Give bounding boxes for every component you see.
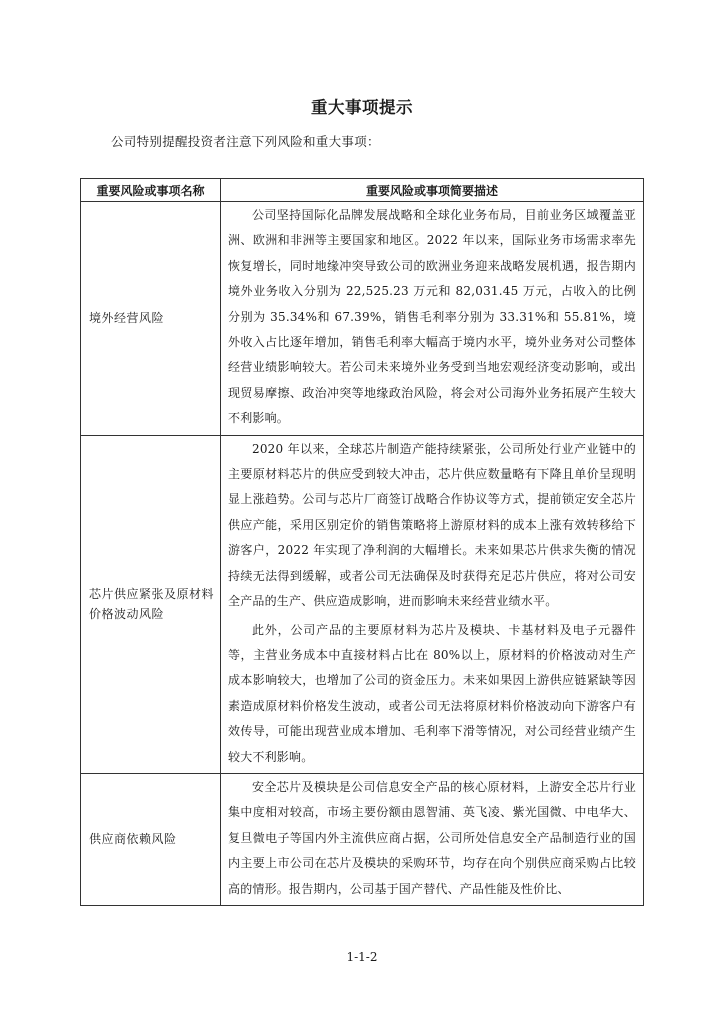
risk-table: [80, 178, 644, 906]
intro-text: 公司特别提醒投资者注意下列风险和重大事项：: [111, 134, 380, 149]
table-row: [81, 773, 644, 905]
risk-name-supplier-dependency: 供应商依赖风险: [81, 773, 221, 905]
risk-description-overseas: [221, 202, 644, 436]
header-risk-description: 重要风险或事项简要描述: [221, 179, 644, 202]
description-paragraph: 公司坚持国际化品牌发展战略和全球化业务布局，目前业务区域覆盖亚洲、欧洲和非洲等主要国家和地区。2022 年以来，国际业务市场需求率先恢复增长，同时地缘冲突导致公司的欧洲业务迎来战略发展机遇，报告期内境外业务收入分别为 22,525.23 万元和 82,031.45 万元，占收入的比例分别为 35.34%和 67.39%，销售毛利率分别为 33.31%和 55.81%，境外收入占比逐年增加，销售毛利率大幅高于境内水平，境外业务对公司整体经营业绩影响较大。若公司未来境外业务受到当地宏观经济变动影响，或出现贸易摩擦、政治冲突等地缘政治风险，将会对公司海外业务拓展产生较大不利影响。: [228, 208, 636, 426]
page-title: 重大事项提示: [311, 98, 413, 117]
table-row: [81, 202, 644, 436]
risk-description-supplier-dependency: [221, 773, 644, 905]
table-row: [81, 435, 644, 773]
header-risk-name: 重要风险或事项名称: [81, 179, 221, 202]
description-paragraph: 此外，公司产品的主要原材料为芯片及模块、卡基材料及电子元器件等，主营业务成本中直接材料占比在 80%以上，原材料的价格波动对生产成本影响较大，也增加了公司的资金压力。未来如果因上游供应链紧缺等因素造成原材料价格发生波动，或者公司无法将原材料价格波动向下游客户有效传导，可能出现营业成本增加、毛利率下滑等情况，对公司经营业绩产生较大不利影响。: [228, 622, 636, 764]
risk-description-chip-supply: [221, 435, 644, 773]
risk-name-chip-supply: 芯片供应紧张及原材料价格波动风险: [81, 435, 221, 773]
table-header-row: [81, 179, 644, 202]
page-number: 1-1-2: [346, 950, 378, 964]
description-paragraph: 2020 年以来，全球芯片制造产能持续紧张，公司所处行业产业链中的主要原材料芯片的供应受到较大冲击，芯片供应数量略有下降且单价呈现明显上涨趋势。公司与芯片厂商签订战略合作协议等方式，提前锁定安全芯片供应产能，采用区别定价的销售策略将上游原材料的成本上涨有效转移给下游客户，2022 年实现了净利润的大幅增长。未来如果芯片供求失衡的情况持续无法得到缓解，或者公司无法确保及时获得充足芯片供应，将对公司安全产品的生产、供应造成影响，进而影响未来经营业绩水平。: [228, 441, 636, 609]
risk-name-overseas: 境外经营风险: [81, 202, 221, 436]
description-paragraph: 安全芯片及模块是公司信息安全产品的核心原材料，上游安全芯片行业集中度相对较高，市场主要份额由恩智浦、英飞凌、紫光国微、中电华大、复旦微电子等国内外主流供应商占据，公司所处信息安全产品制造行业的国内主要上市公司在芯片及模块的采购环节，均存在向个别供应商采购占比较高的情形。报告期内，公司基于国产替代、产品性能及性价比、: [228, 779, 636, 896]
